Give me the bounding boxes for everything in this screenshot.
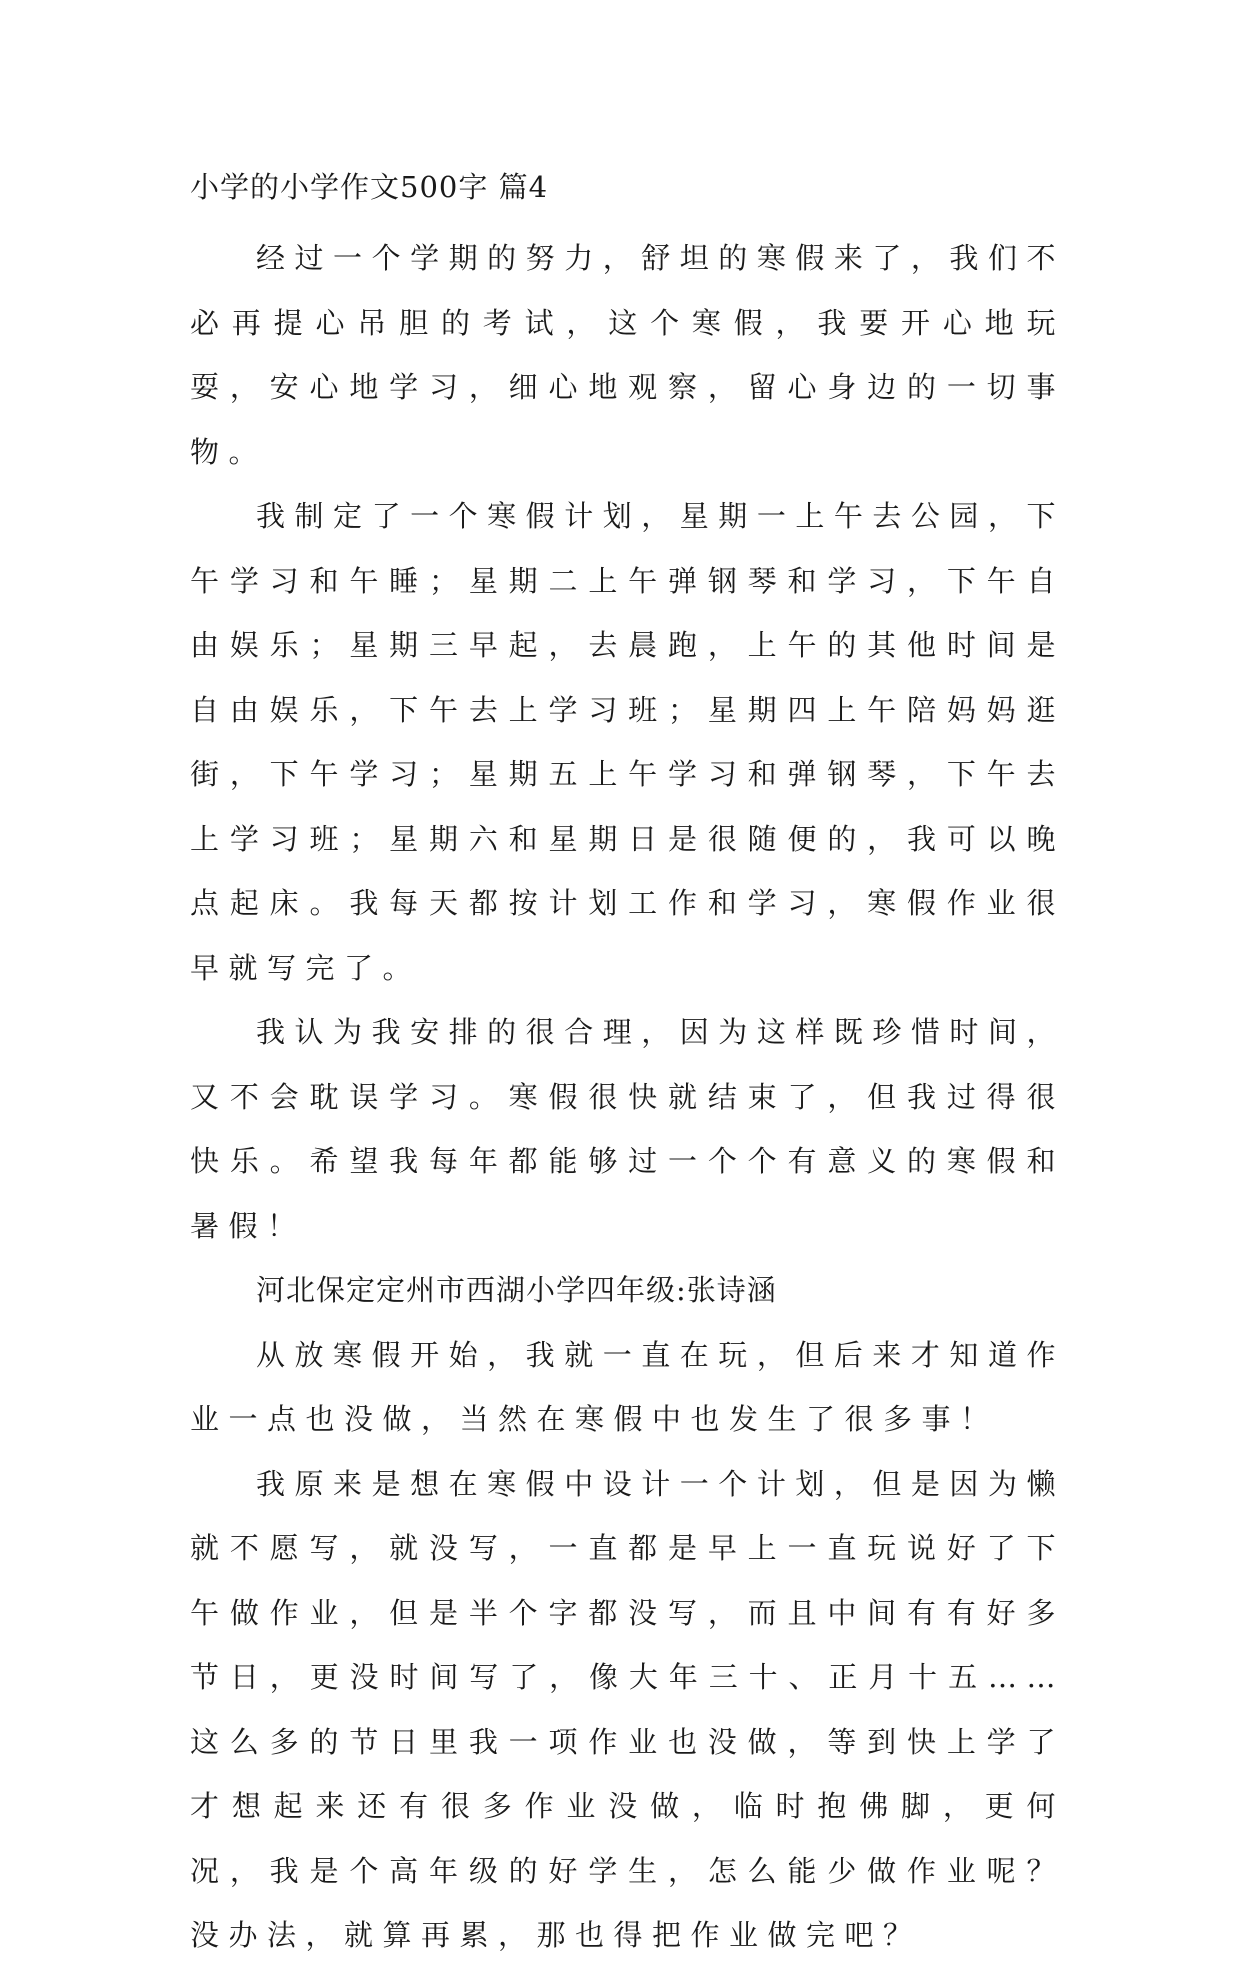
paragraph-1: 经过一个学期的努力，舒坦的寒假来了，我们不必再提心吊胆的考试，这个寒假，我要开心地玩耍，安心地学习，细心地观察，留心身边的一切事物。 (190, 241, 1065, 469)
essay-title: 小学的小学作文500字 篇4 (190, 170, 549, 204)
paragraph-6: 我原来是想在寒假中设计一个计划，但是因为懒就不愿写，就没写，一直都是早上一直玩说好了下午做作业，但是半个字都没写，而且中间有有好多节日，更没时间写了，像大年三十、正月十五……这么多的节日里我一项作业也没做，等到快上学了才想起来还有很多作业没做，临时抱佛脚，更何况，我是个高年级的好学生，怎么能少做作业呢？没办法，就算再累，那也得把作业做完吧？ (190, 1466, 1065, 1952)
paragraph-3: 我认为我安排的很合理，因为这样既珍惜时间，又不会耽误学习。寒假很快就结束了，但我过得很快乐。希望我每年都能够过一个个有意义的寒假和暑假！ (190, 1015, 1065, 1243)
paragraph-2: 我制定了一个寒假计划，星期一上午去公园，下午学习和午睡；星期二上午弹钢琴和学习，下午自由娱乐；星期三早起，去晨跑，上午的其他时间是自由娱乐，下午去上学习班；星期四上午陪妈妈逛街，下午学习；星期五上午学习和弹钢琴，下午去上学习班；星期六和星期日是很随便的，我可以晚点起床。我每天都按计划工作和学习，寒假作业很早就写完了。 (190, 499, 1065, 985)
document-body (190, 158, 1065, 1968)
author-line: 河北保定定州市西湖小学四年级:张诗涵 (256, 1273, 777, 1307)
paragraph-5: 从放寒假开始，我就一直在玩，但后来才知道作业一点也没做，当然在寒假中也发生了很多事！ (190, 1337, 1065, 1436)
